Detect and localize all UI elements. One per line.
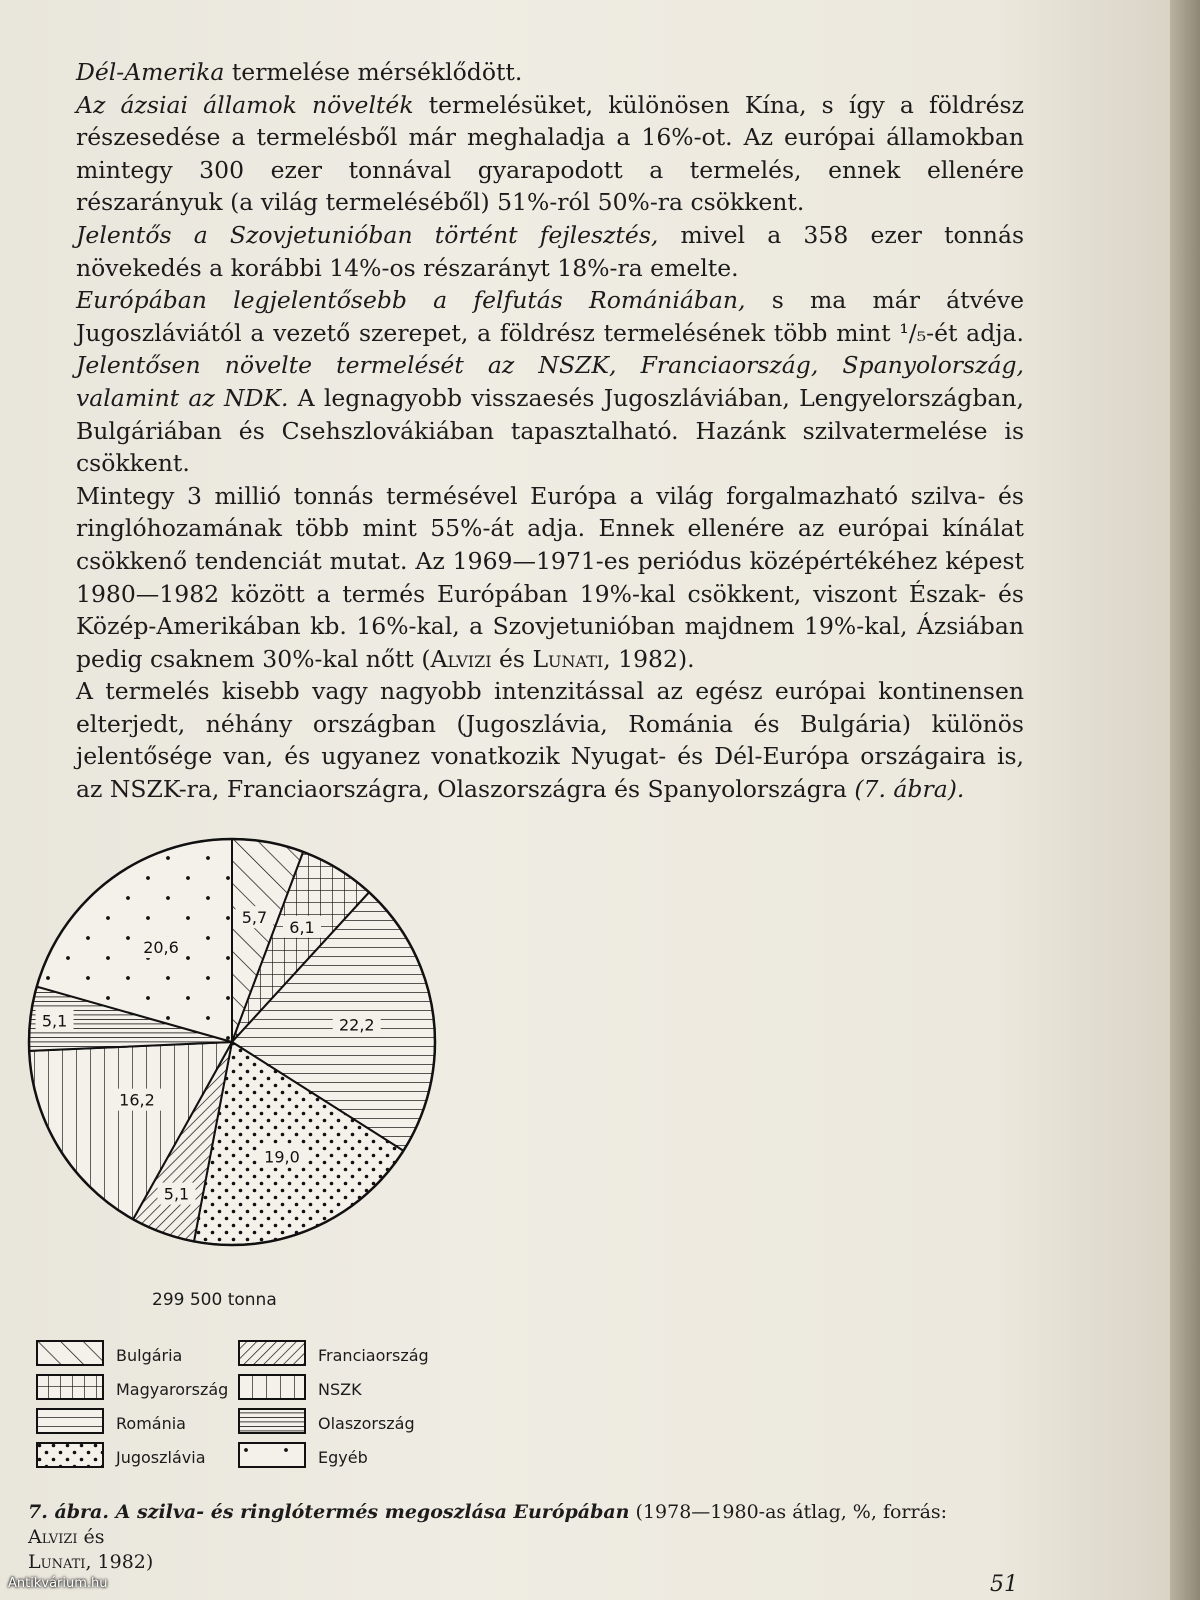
legend-label: Bulgária [116,1346,183,1365]
pie-label-bulgária: 5,7 [241,908,268,928]
legend-swatch-rect [239,1409,305,1433]
legend-swatch-rect [37,1443,103,1467]
paragraph-2-run-1: Az ázsiai államok növelték [76,90,414,119]
legend-swatch [36,1374,104,1400]
legend-swatch-rect [239,1375,305,1399]
caption-text-3: , 1982) [85,1551,154,1573]
caption-text-2: és [77,1526,105,1548]
legend-label: Franciaország [318,1346,429,1365]
legend-swatch [238,1408,306,1434]
paragraph-5-run-2: Alvizi [430,644,492,673]
paragraph-5 [76,480,1024,676]
paragraph-4 [76,284,1024,480]
pie-chart-svg [20,830,490,1290]
legend-label: Olaszország [318,1414,415,1433]
paragraph-2 [76,89,1024,219]
paragraph-4-run-2: s ma már átvéve Jugoszláviától a vezető szerepet, a földrész termelésének több mint ¹/₅-ét adja. [76,286,1024,347]
paragraph-1-run-2: termelése mérséklődött. [224,58,523,86]
paragraph-3 [76,219,1024,284]
caption-title: 7. ábra. A szilva- és ringlótermés megoszlása Európában [28,1501,630,1523]
legend-label: NSZK [318,1380,362,1399]
legend-swatch [36,1340,104,1366]
pie-label-nszk: 16,2 [119,1090,155,1110]
legend-label: Jugoszlávia [116,1448,206,1467]
pie-label-románia: 22,2 [338,1015,375,1035]
page-edge [1170,0,1200,1600]
pie-label-olaszország: 5,1 [41,1011,68,1031]
pie-label-magyarország: 6,1 [289,917,315,937]
paragraph-4-run-3: Jelentősen növelte termelését az NSZK, Franciaország, Spanyolország, valamint az NDK. [76,351,1024,412]
legend-swatch-rect [239,1443,305,1467]
paragraph-1-run-1: Dél-Amerika [76,58,225,86]
paragraph-6-run-2: (7. ábra). [854,775,965,804]
pie-label-egyéb: 20,6 [143,938,179,958]
paragraph-6 [76,675,1024,805]
page-number: 51 [990,1572,1018,1597]
pie-chart [20,830,490,1330]
legend-swatch [238,1374,306,1400]
paragraph-5-run-1: Mintegy 3 millió tonnás termésével Európa a világ forgalmazható szilva- és ringlóhozamának több mint 55%-át adja. Ennek ellenére az európai kínálat csökkenő tendenciát mutat. Az 1969—1971-es periódus középértékéhez képest 1980—1982 között a termés Európában 19%-kal csökkent, viszont Észak- és Közép-Amerikában kb. 16%-kal, a Szovjetunióban majdnem 19%-kal, Ázsiában pedig csaknem 30%-kal nőtt ( [76,481,1024,673]
pie-total-label: 299 500 tonna [152,1290,277,1310]
pie-label-jugoszlávia: 19,0 [264,1147,300,1167]
legend-swatch [36,1408,104,1434]
legend-swatch-rect [239,1341,305,1365]
legend-label: Egyéb [318,1448,368,1467]
paragraph-5-run-5: , 1982). [603,644,695,673]
paragraph-2-run-2: termelésüket, különösen Kína, s így a földrész részesedése a termelésből már meghaladja a 16%-ot. Az európai államokban mintegy 300 ezer tonnával gyarapodott a termelés, ennek ellenére részarányuk (a világ termeléséből) 51%-ról 50%-ra csökkent. [76,90,1024,217]
watermark: Antikvárium.hu [8,1576,108,1591]
paragraph-4-run-4: A legnagyobb visszaesés Jugoszláviában, Lengyelországban, Bulgáriában és Csehszlovákiában tapasztalható. Hazánk szilvatermelése is csökkent. [76,383,1025,478]
chart-legend [36,1340,496,1480]
legend-swatch [36,1442,104,1468]
caption-text-1: (1978—1980-as átlag, %, forrás: [629,1501,948,1523]
paragraph-5-run-4: Lunati [532,644,604,673]
paragraph-4-run-1: Európában legjelentősebb a felfutás Romániában, [76,286,746,315]
pie-label-franciaország: 5,1 [163,1184,190,1204]
caption-source-2: Lunati [28,1551,86,1573]
legend-swatch [238,1442,306,1468]
paragraph-3-run-1: Jelentős a Szovjetunióban történt fejlesztés, [76,220,659,249]
caption-source-1: Alvizi [28,1526,78,1548]
legend-swatch-rect [37,1341,103,1365]
body-text [76,56,1024,806]
legend-label: Románia [116,1414,186,1433]
legend-swatch-rect [37,1409,103,1433]
paragraph-5-run-3: és [491,644,533,673]
legend-swatch-rect [37,1375,103,1399]
figure-caption [28,1500,978,1575]
legend-swatch [238,1340,306,1366]
paragraph-3-run-2: mivel a 358 ezer tonnás növekedés a korábbi 14%-os részarányt 18%-ra emelte. [76,220,1025,282]
legend-label: Magyarország [116,1380,229,1399]
paragraph-6-run-1: A termelés kisebb vagy nagyobb intenzitással az egész európai kontinensen elterjedt, néhány országban (Jugoszlávia, Románia és Bulgária) különös jelentősége van, és ugyanez vonatkozik Nyugat- és Dél-Európa országaira is, az NSZK-ra, Franciaországra, Olaszországra és Spanyolországra [76,677,1024,804]
paragraph-1 [76,56,1024,89]
